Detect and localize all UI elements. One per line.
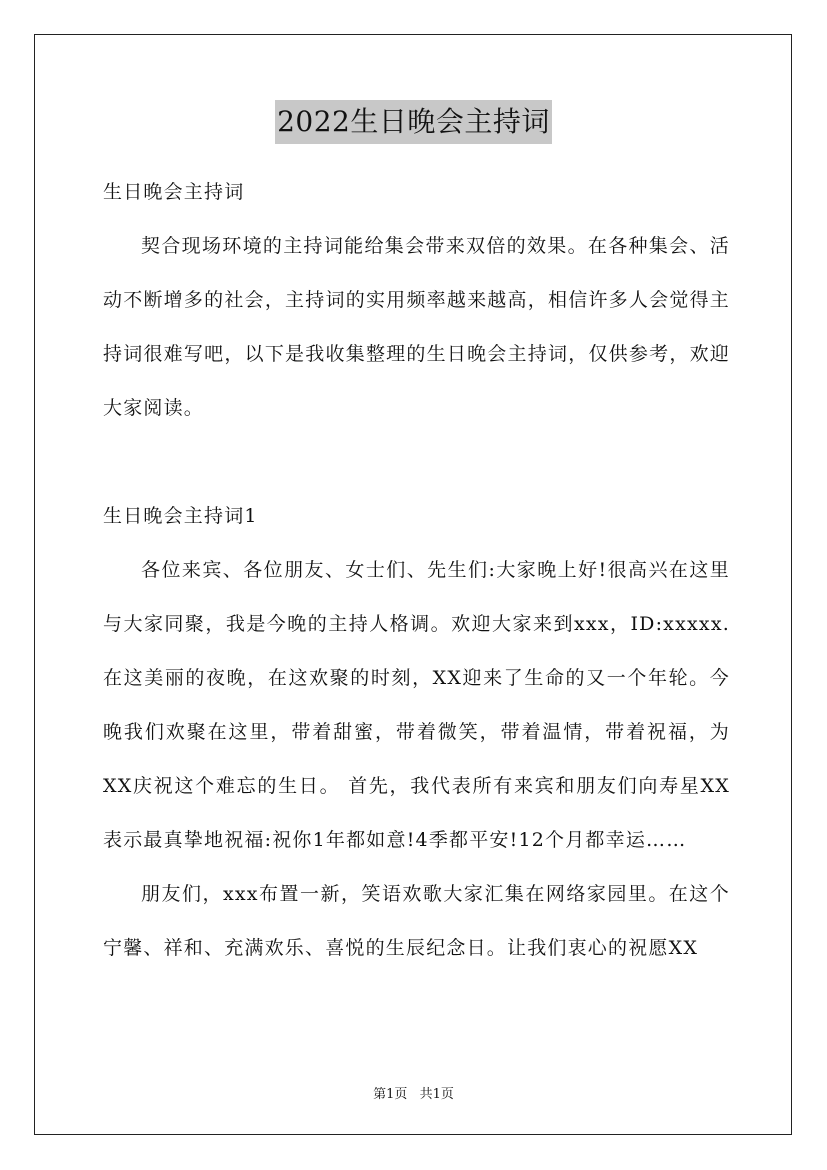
section-paragraph-2: 朋友们，xxx布置一新，笑语欢歌大家汇集在网络家园里。在这个宁馨、祥和、充满欢乐、喜悦的生辰纪念日。让我们衷心的祝愿XX — [103, 883, 730, 959]
page-footer — [0, 1083, 827, 1102]
intro-paragraph: 契合现场环境的主持词能给集会带来双倍的效果。在各种集会、活动不断增多的社会，主持词的实用频率越来越高，相信许多人会觉得主持词很难写吧，以下是我收集整理的生日晚会主持词，仅供参考，欢迎大家阅读。 — [103, 235, 730, 419]
page-total: 共1页 — [419, 1087, 454, 1102]
document-body — [103, 165, 730, 975]
title-container — [0, 100, 827, 144]
section-spacer — [103, 435, 730, 489]
section-paragraph-1: 各位来宾、各位朋友、女士们、先生们:大家晚上好!很高兴在这里与大家同聚，我是今晚的主持人格调。欢迎大家来到xxx，ID:xxxxx. 在这美丽的夜晚，在这欢聚的时刻，XX迎来了生命的又一个年轮。今晚我们欢聚在这里，带着甜蜜，带着微笑，带着温情，带着祝福，为XX庆祝这个难忘的生日。 首先，我代表所有来宾和朋友们向寿星XX表示最真挚地祝福:祝你1年都如意!4季都平安!12个月都幸运…… — [103, 559, 730, 851]
section-heading: 生日晚会主持词1 — [103, 505, 258, 527]
page-number: 第1页 — [373, 1087, 408, 1102]
document-title: 2022生日晚会主持词 — [275, 100, 552, 144]
document-subtitle: 生日晚会主持词 — [103, 181, 245, 203]
